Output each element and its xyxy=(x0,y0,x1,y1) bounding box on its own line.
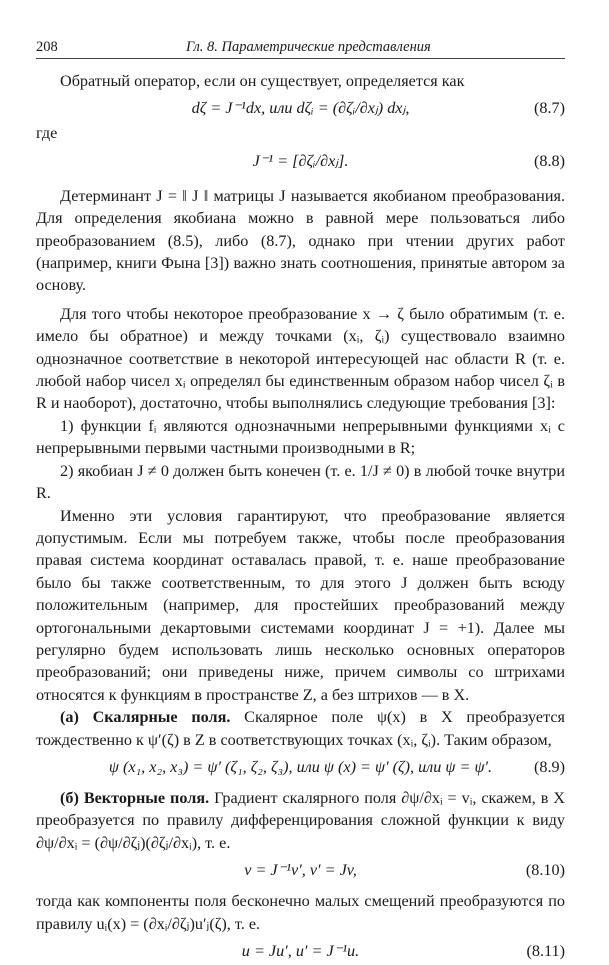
equation-8-9 xyxy=(36,751,565,781)
scalar-fields-heading: (а) Скалярные поля. xyxy=(60,708,231,727)
vector-fields-text: Градиент скалярного поля ∂ψ/∂xᵢ = vᵢ, скажем, в X преобразуется по правилу дифференцирования сложной функции к виду ∂ψ/∂xᵢ = (∂ψ/∂ζⱼ)(∂ζⱼ/∂xᵢ), т. е. xyxy=(36,788,565,852)
equation-8-8-number: (8.8) xyxy=(533,151,565,170)
paragraph-scalar-fields xyxy=(36,706,565,751)
equation-8-7-number: (8.7) xyxy=(533,99,565,118)
equation-8-7-expression: dζ = J⁻¹dx, или dζᵢ = (∂ζᵢ/∂xⱼ) dxⱼ, xyxy=(191,99,410,118)
paragraph-displacements: тогда как компоненты поля бесконечно малых смещений преобразуются по правилу uᵢ(x) = (∂xᵢ/∂ζⱼ)u′ⱼ(ζ), т. е. xyxy=(36,892,565,933)
paragraph-admissible: Именно эти условия гарантируют, что преобразование является допустимым. Если мы потребуем также, чтобы после преобразования правая система координат оставалась правой, т. е. наше преобразование было бы также соответственным, то для этого J должен быть всюду положительным (например, для простейших преобразований между ортогональными декартовыми системами координат J = +1). Далее мы регулярно будем использовать лишь несколько основных операторов преобразований; они приведены ниже, причем символы со штрихами относятся к функциям в пространстве Z, а без штрихов — в X. xyxy=(36,506,565,704)
paragraph-invertibility: Для того чтобы некоторое преобразование x → ζ было обратимым (т. е. имело бы обратное) и между точками (xᵢ, ζᵢ) существовало взаимно однозначное соответствие в некоторой интересующей нас области R (т. е. любой набор чисел xᵢ определял бы единственным образом набор чисел ζᵢ в R и наоборот), достаточно, чтобы выполнялись следующие требования [3]: xyxy=(36,304,565,413)
paragraph-vector-fields xyxy=(36,787,565,854)
equation-8-8-expression: J⁻¹ = [∂ζᵢ/∂xⱼ]. xyxy=(252,151,349,170)
equation-8-10-expression: v = J⁻¹v′, v′ = Jv, xyxy=(244,861,357,880)
paragraph-jacobian: Детерминант J = ‖ J ‖ матрицы J называется якобианом преобразования. Для определения якобиана можно в равной мере пользоваться либо преобразованием (8.5), либо (8.7), однако при чтении других работ (например, книги Фына [3]) важно знать соотношения, принятые автором за основу. xyxy=(36,186,565,295)
vector-fields-heading: (б) Векторные поля. xyxy=(60,788,210,807)
equation-8-11-expression: u = Ju′, u′ = J⁻¹u. xyxy=(241,942,360,960)
running-title: Гл. 8. Параметрические представления xyxy=(186,39,431,55)
page-body xyxy=(36,70,565,965)
equation-8-10-number: (8.10) xyxy=(525,861,565,880)
equation-8-10 xyxy=(36,854,565,884)
page-number: 208 xyxy=(36,39,58,55)
equation-8-9-number: (8.9) xyxy=(533,757,565,776)
paragraph-condition-2: 2) якобиан J ≠ 0 должен быть конечен (т. е. 1/J ≠ 0) в любой точке внутри R. xyxy=(36,461,565,503)
equation-8-9-expression: ψ (x₁, x₂, x₃) = ψ′ (ζ₁, ζ₂, ζ₃), или ψ (x) = ψ′ (ζ), или ψ = ψ′. xyxy=(108,757,493,776)
equation-8-7 xyxy=(36,92,565,122)
paragraph-inverse-operator: Обратный оператор, если он существует, определяется как xyxy=(60,72,465,90)
scalar-fields-text: Скалярное поле ψ(x) в X преобразуется тождественно к ψ′(ζ) в Z в соответствующих точках (xᵢ, ζᵢ). Таким образом, xyxy=(36,708,565,749)
word-where: где xyxy=(36,124,58,143)
equation-8-8 xyxy=(36,145,565,175)
equation-8-11-number: (8.11) xyxy=(526,942,565,960)
equation-8-11 xyxy=(36,935,565,965)
paragraph-condition-1: 1) функции fᵢ являются однозначными непрерывными функциями xᵢ с непрерывными первыми частными производными в R; xyxy=(36,416,565,458)
page-header xyxy=(36,34,565,59)
